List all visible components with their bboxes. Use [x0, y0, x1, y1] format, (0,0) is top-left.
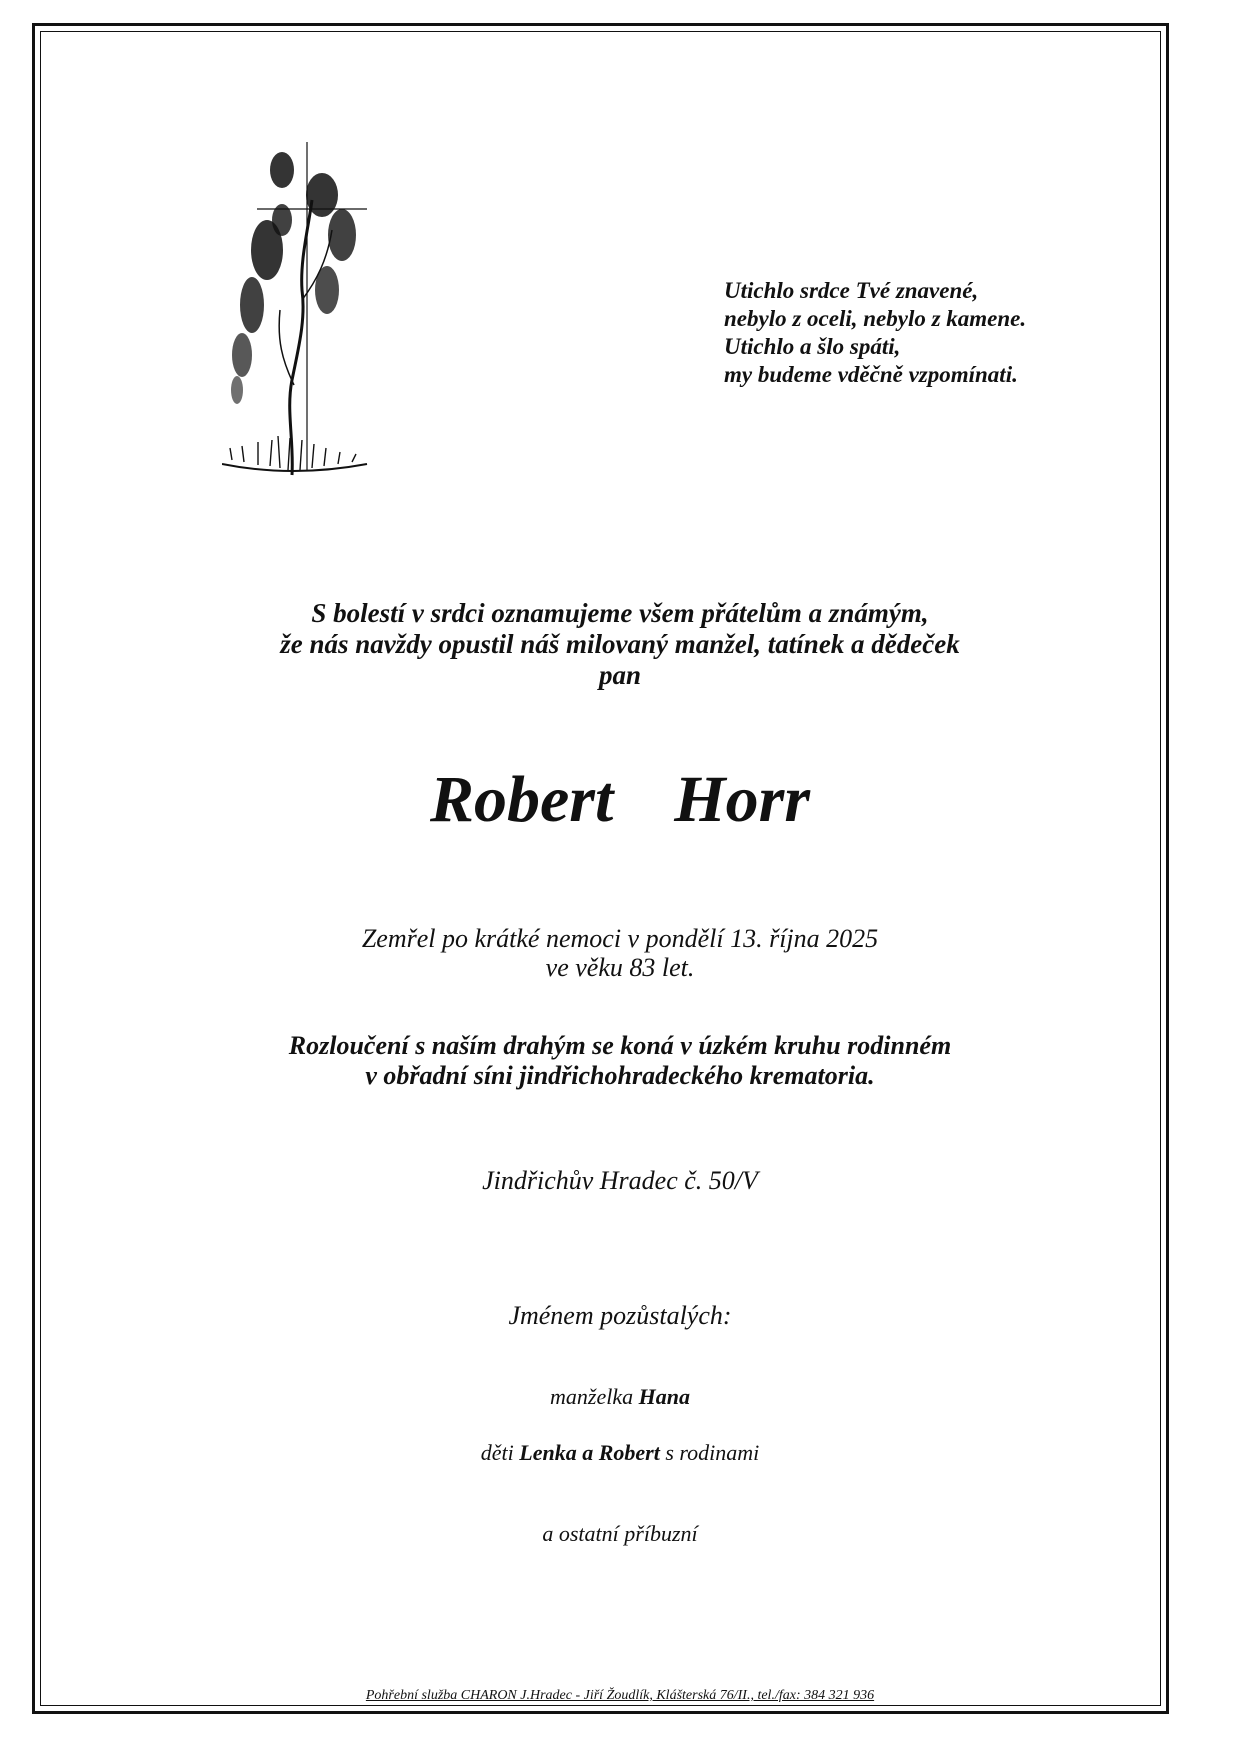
mourner-wife [100, 1384, 1140, 1410]
wife-prefix: manželka [550, 1384, 639, 1409]
death-info-line: Zemřel po krátké nemoci v pondělí 13. října 2025 [361, 924, 879, 953]
announcement-line: pan [598, 660, 642, 690]
address: Jindřichův Hradec č. 50/V [482, 1166, 758, 1195]
farewell-line: v obřadní síni jindřichohradeckého krematoria. [365, 1061, 875, 1090]
verse-line: nebylo z oceli, nebylo z kamene. [724, 306, 1027, 331]
verse-line: my budeme vděčně vzpomínati. [724, 362, 1018, 387]
mourner-children [100, 1440, 1140, 1466]
on-behalf-heading: Jménem pozůstalých: [508, 1301, 732, 1330]
deceased-name: Robert Horr [429, 763, 811, 836]
memorial-verse [724, 277, 1026, 389]
wife-name: Hana [638, 1384, 690, 1409]
children-names: Lenka a Robert [519, 1440, 660, 1465]
farewell-info [100, 1031, 1140, 1091]
verse-line: Utichlo a šlo spáti, [724, 334, 901, 359]
birch-tree-with-cross-icon [222, 140, 372, 492]
footer-text: Pohřební služba CHARON J.Hradec - Jiří Žoudlík, Klášterská 76/II., tel./fax: 384 321 936 [365, 1688, 875, 1703]
verse-line: Utichlo srdce Tvé znavené, [724, 278, 979, 303]
farewell-line: Rozloučení s naším drahým se koná v úzkém kruhu rodinném [288, 1031, 952, 1060]
children-suffix: s rodinami [659, 1440, 760, 1465]
children-prefix: děti [480, 1440, 520, 1465]
announcement-line: S bolestí v srdci oznamujeme všem přátelům a známým, [311, 598, 929, 628]
funeral-service-footer [100, 1688, 1140, 1704]
death-info [100, 924, 1140, 982]
announcement-line: že nás navždy opustil náš milovaný manžel, tatínek a dědeček [280, 629, 960, 659]
mourner-relatives: a ostatní příbuzní [542, 1521, 698, 1546]
announcement [100, 598, 1140, 691]
death-info-line: ve věku 83 let. [545, 953, 695, 982]
